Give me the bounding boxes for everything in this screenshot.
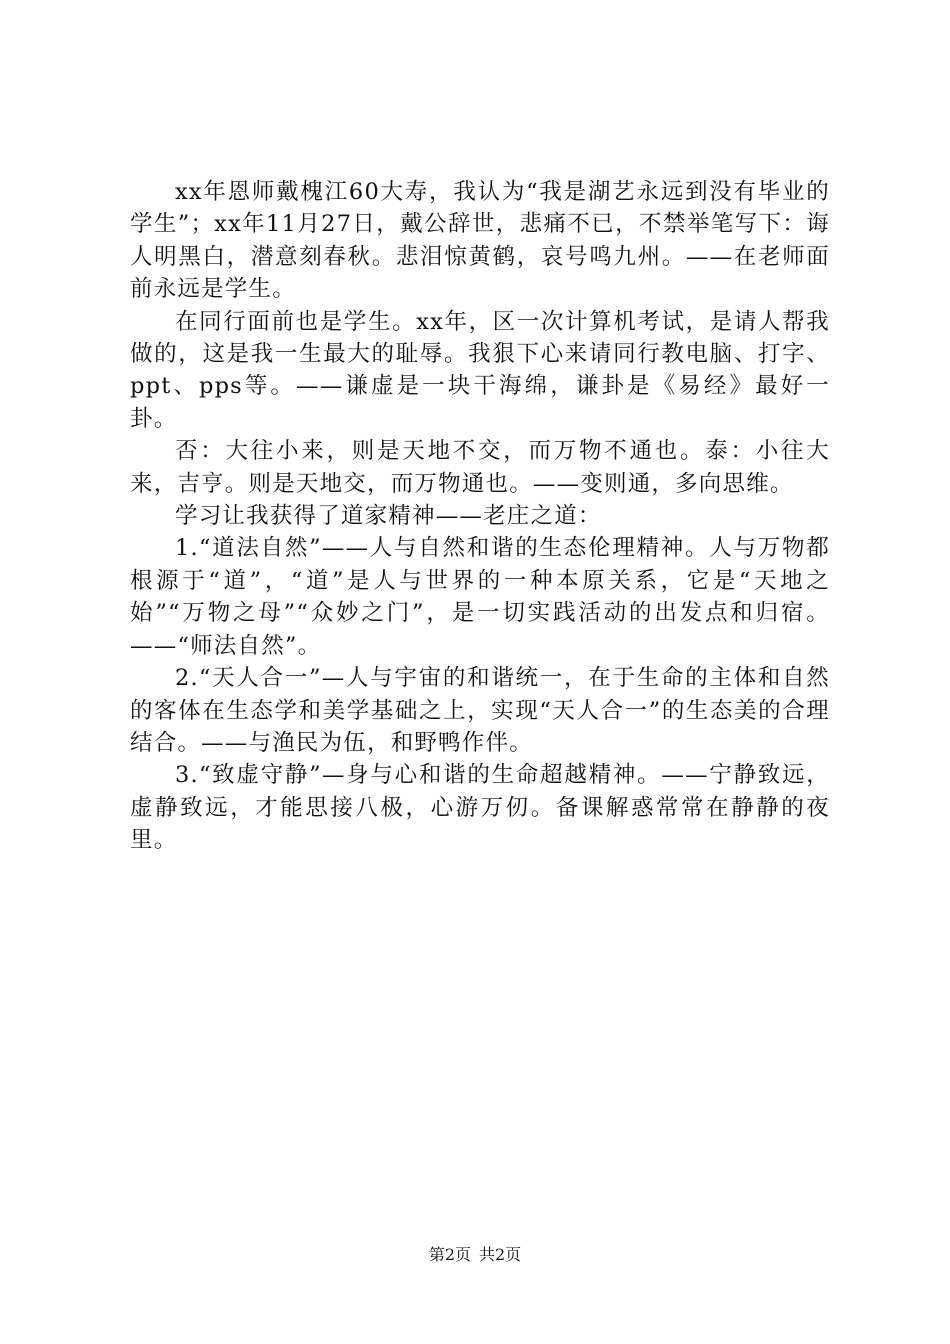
paragraph: xx年恩师戴槐江60大寿，我认为“我是湖艺永远到没有毕业的学生”；xx年11月27日，戴公辞世，悲痛不已，不禁举笔写下：诲人明黑白，潜意刻春秋。悲泪惊黄鹤，哀号鸣九州。——在老师面前永远是学生。 — [130, 179, 830, 303]
page-footer — [0, 1244, 950, 1266]
paragraph: 2.“天人合一”—人与宇宙的和谐统一，在于生命的主体和自然的客体在生态学和美学基础之上，实现“天人合一”的生态美的合理结合。——与渔民为伍，和野鸭作伴。 — [130, 665, 830, 756]
page-number: 第2页 — [428, 1245, 471, 1264]
page-total: 共2页 — [479, 1245, 522, 1264]
paragraph: 学习让我获得了道家精神——老庄之道： — [175, 503, 602, 530]
paragraph: 1.“道法自然”——人与自然和谐的生态伦理精神。人与万物都根源于“道”，“道”是人与世界的一种本原关系，它是“天地之始”“万物之母”“众妙之门”，是一切实践活动的出发点和归宿。——“师法自然”。 — [130, 535, 830, 659]
document-body — [130, 176, 830, 857]
paragraph: 3.“致虚守静”—身与心和谐的生命超越精神。——宁静致远，虚静致远，才能思接八极，心游万仞。备课解惑常常在静静的夜里。 — [130, 762, 830, 854]
paragraph: 在同行面前也是学生。xx年，区一次计算机考试，是请人帮我做的，这是我一生最大的耻辱。我狠下心来请同行教电脑、打字、ppt、pps等。——谦虚是一块干海绵，谦卦是《易经》最好一卦。 — [130, 308, 830, 432]
paragraph: 否：大往小来，则是天地不交，而万物不通也。泰：小往大来，吉亨。则是天地交，而万物通也。——变则通，多向思维。 — [130, 438, 830, 497]
